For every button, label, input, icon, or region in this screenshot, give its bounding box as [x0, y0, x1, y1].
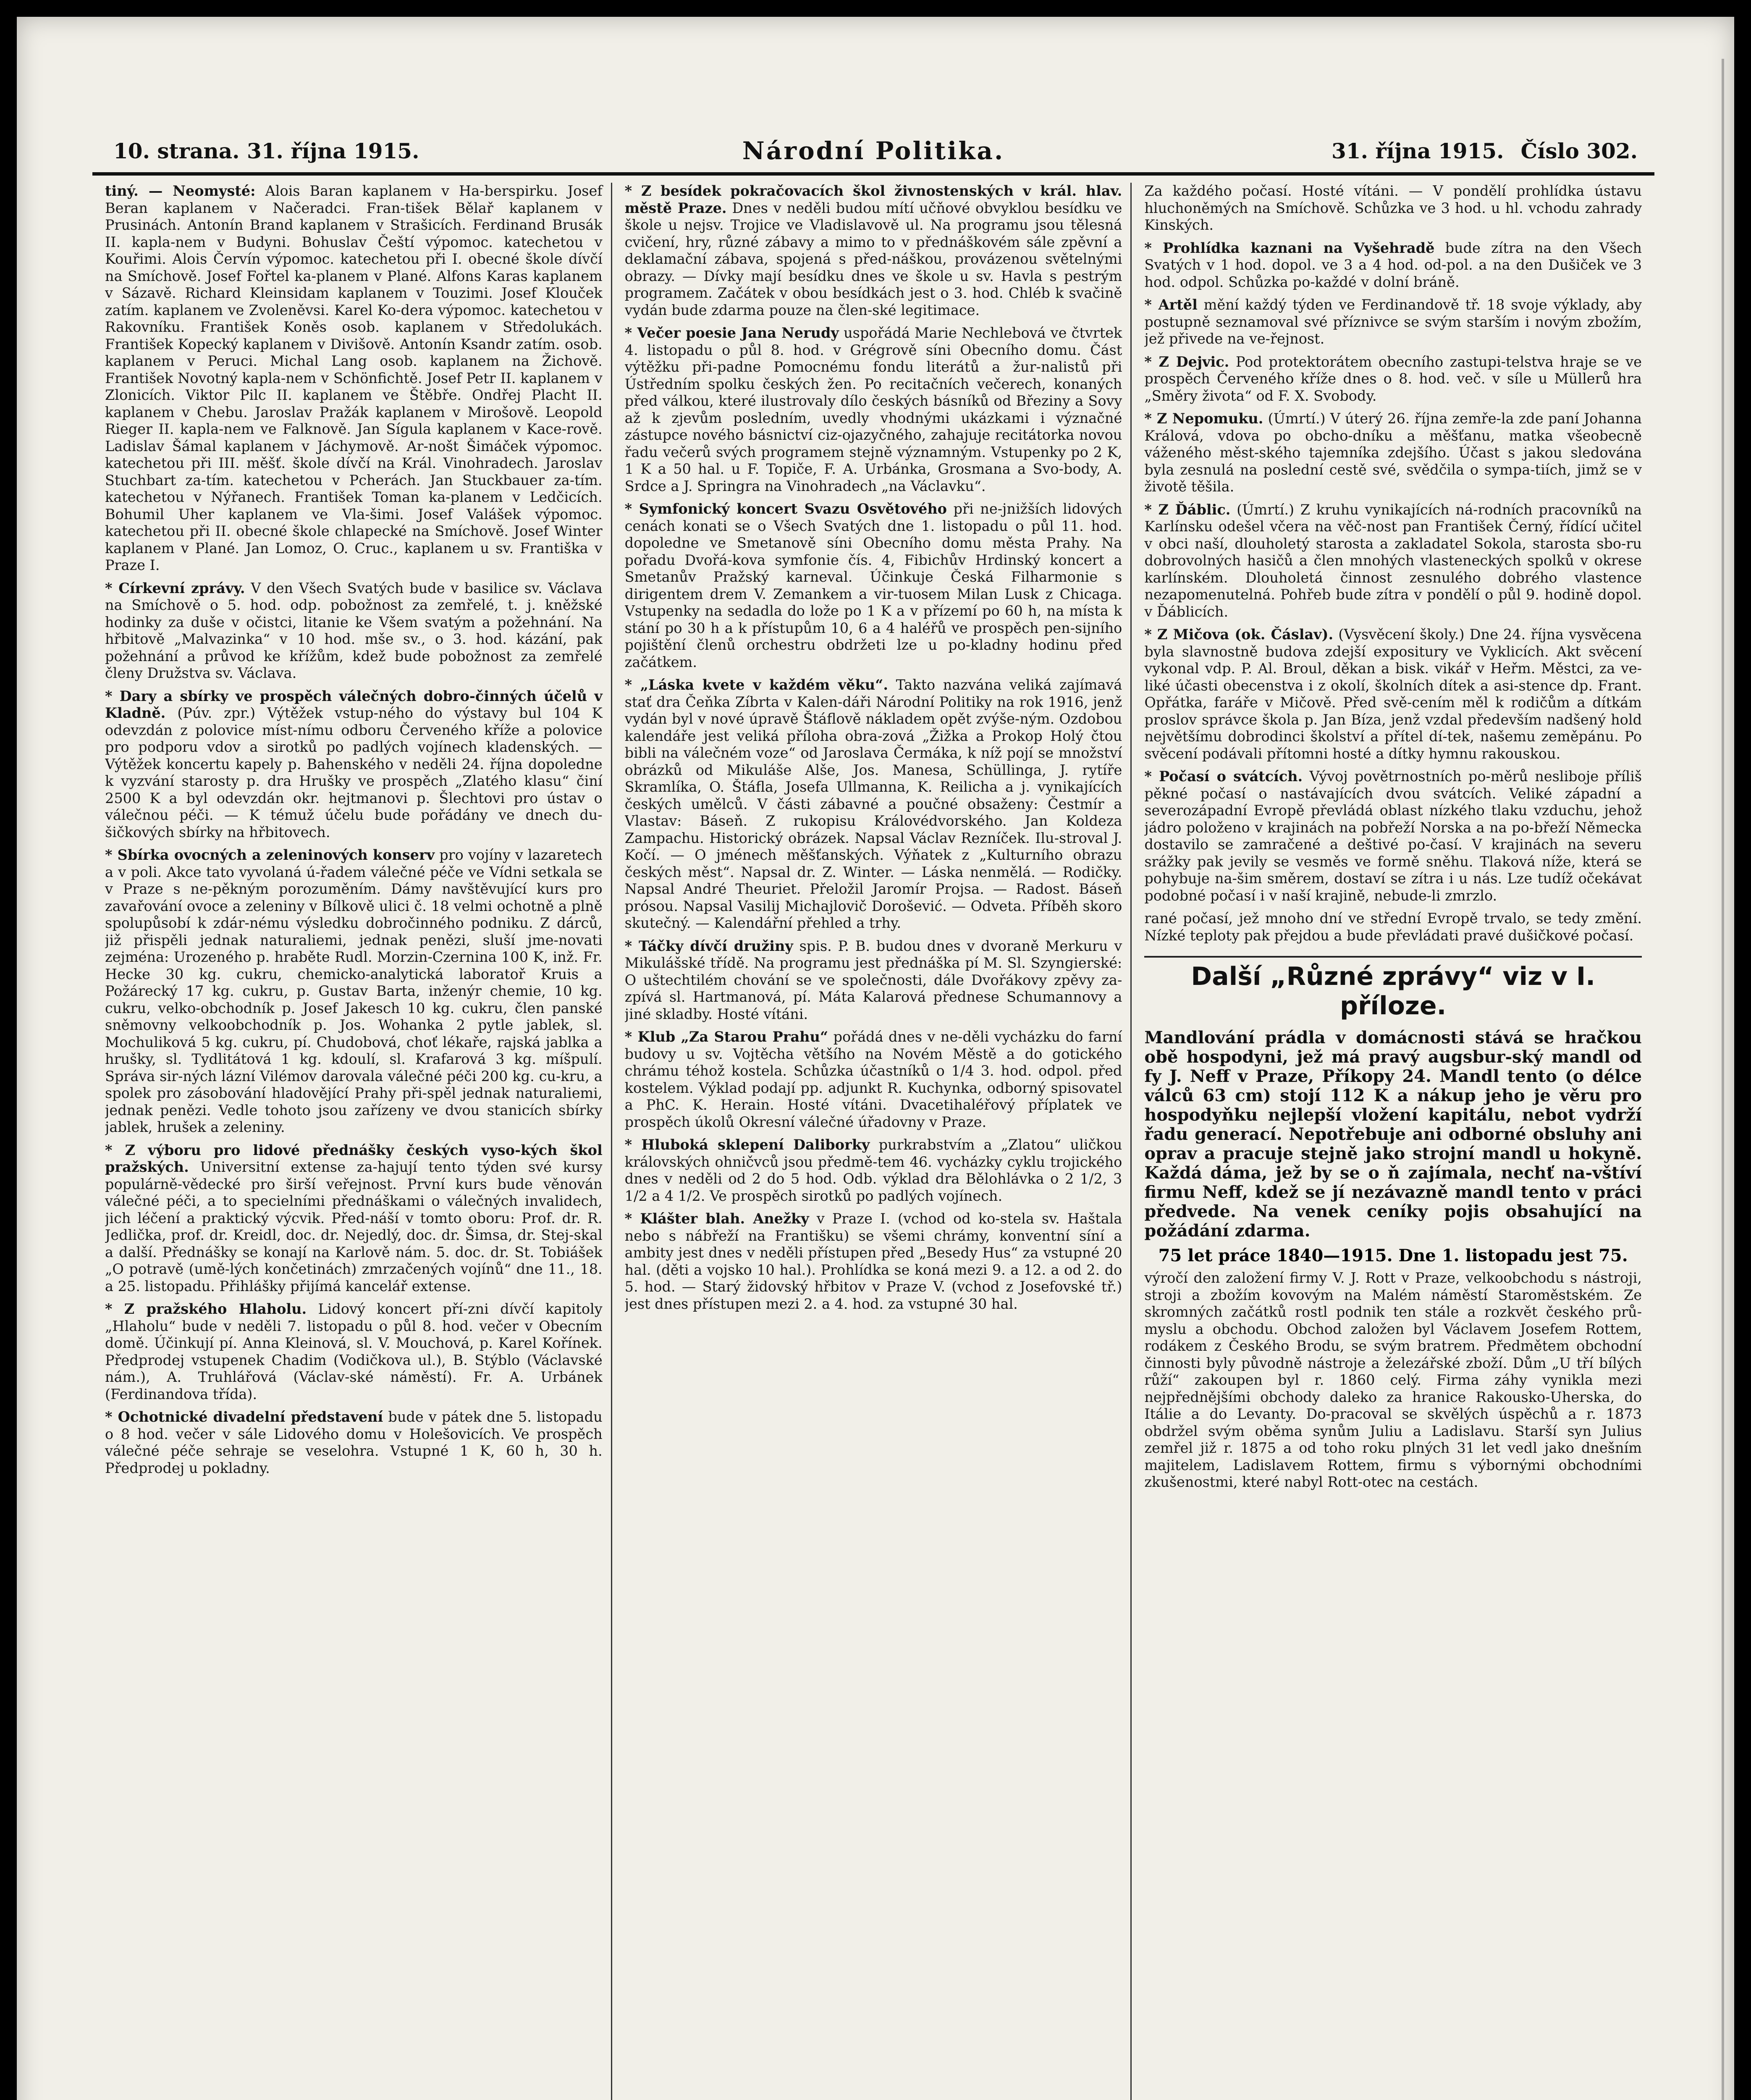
- news-item-text: výročí den založení firmy V. J. Rott v Praze, velkoobchodu s nástroji, stroji a zbožím kovovým na Malém náměstí Staroměstském. Ze skromných začátků rostl podnik ten stále a rozkvět českého prů-myslu a obchodu. Obchod založen byl Václavem Josefem Rottem, rodákem z Českého Brodu, se svým bratrem. Předmětem obchodní činnosti byly původně nástroje a železářské zboží. Dům „U tří bílých růží“ zakoupen byl r. 1860 celý. Firma záhy vynikla mezi nejpřednějšími obchody daleko za hranice Rakousko-Uherska, do Itálie a do Levanty. Do-pracoval se skvělých úspěchů a r. 1873 obdržel svým oběma synům Juliu a Ladislavu. Starší syn Julius zemřel již r. 1875 a od toho roku plných 31 let vedl jako dnešním majitelem, Ladislavem Rottem, firmu s výbornými obchodními zkušenostmi, které nabyl Rott-otec na cestách.: [1144, 1270, 1642, 1490]
- news-item-lead: * Dary a sbírky ve prospěch válečných dobro-činných účelů v Kladně.: [105, 688, 603, 721]
- issue-number: Číslo 302.: [1520, 139, 1638, 163]
- header-date: 31. října 1915.: [1331, 139, 1504, 163]
- news-item: [625, 677, 1122, 932]
- news-item-text: Za každého počasí. Hosté vítáni. — V pondělí prohlídka ústavu hluchoněmých na Smíchově. Schůzka ve 3 hod. u hl. vchodu zahrady Kinských.: [1144, 183, 1642, 233]
- news-item-text: bude v pátek dne 5. listopadu o 8 hod. večer v sále Lidového domu v Holešovicích. Ve prospěch válečné péče sehraje se veselohra. Vstupné 1 K, 60 h, 30 h. Předprodej u pokladny.: [105, 1409, 603, 1476]
- section-notice: Další „Různé zprávy“ viz v I. příloze.: [1144, 956, 1642, 1021]
- news-item: [1144, 768, 1642, 904]
- news-item-text: mění každý týden ve Ferdinandově tř. 18 svoje výklady, aby postupně seznamoval své příznivce se svým starším i novým zbožím, jež přivede na ve-řejnost.: [1144, 297, 1642, 347]
- news-item-text: Pod protektorátem obecního zastupi-telstva hraje se ve prospěch Červeného kříže dnes o 8. hod. več. v síle u Müllerů hra „Směry života“ od F. X. Svobody.: [1144, 353, 1642, 404]
- jubilee-heading: 75 let práce 1840—1915. Dne 1. listopadu jest 75.: [1158, 1246, 1628, 1265]
- news-item-lead: * Ochotnické divadelní představení: [105, 1409, 383, 1425]
- news-item-lead: * Z pražského Hlaholu.: [105, 1301, 307, 1317]
- news-item: [625, 1029, 1122, 1131]
- page-label: 10. strana. 31. října 1915.: [113, 139, 419, 163]
- news-item-lead: * „Láska kvete v každém věku“.: [624, 677, 888, 693]
- news-item-text: spis. P. B. budou dnes v dvoraně Merkuru v Mikulášské třídě. Na programu jest přednáška pí M. Sl. Szyngierské: O uštechtilém chování se ve společnosti, dále Dvořákovy zpěvy za-zpívá sl. Hartmanová, pí. Máta Kalarová přednese Schumannovy a jiné skladby. Hosté vítáni.: [624, 937, 1122, 1022]
- header-date-issue: [1332, 139, 1638, 163]
- news-item-lead: * Sbírka ovocných a zeleninových konserv: [105, 847, 435, 863]
- news-item-lead: * Z Dejvic.: [1144, 353, 1229, 370]
- news-item-lead: * Symfonický koncert Svazu Osvětového: [624, 501, 947, 517]
- news-item: [625, 183, 1122, 319]
- column-2: [625, 183, 1132, 2100]
- news-item-text: (Úmrtí.) V úterý 26. října zemře-la zde paní Johanna Králová, vdova po obcho-dníku a měšťanu, matka všeobecně váženého měst-ského tajemníka zdejšího. Účast s jakou sledována byla zesnulá na poslední cestě své, svědčila o sympa-tiích, jimž se v životě těšila.: [1144, 410, 1642, 495]
- news-item-lead: * Z besídek pokračovacích škol živnostenských v král. hlav. městě Praze.: [624, 183, 1122, 216]
- news-item-lead: Mandlování prádla v domácnosti stává se: [1144, 1028, 1554, 1047]
- news-item-text: uspořádá Marie Nechlebová ve čtvrtek 4. listopadu o půl 8. hod. v Grégrově síni Obecního domu. Část výtěžku při-padne Pomocnému fondu literátů a žur-nalistů při Ústředním spolku českých žen. Po recitačních večerech, konaných před válkou, které ilustrovaly dílo českých básníků od Březiny a Sovy až k zjevům posledním, uvedly vhodnými ukázkami i význačné zástupce nového básnictví ciz-ojazyčného, zahajuje recitátorka novou řadu večerů svých programem stejně významným. Vstupenky po 2 K, 1 K a 50 hal. u F. Topiče, F. A. Urbánka, Grosmana a Svo-body, A. Srdce a J. Springra na Vinohradech „na Václavku“.: [624, 325, 1122, 494]
- news-item: [105, 1142, 603, 1295]
- news-item: [625, 325, 1122, 495]
- news-item-text: Universitní extense za-hajují tento týden své kursy populárně-vědecké pro širší veřejnost. První kurs bude věnován válečné péči, a to specielními přednáškami o válečných invalidech, jich léčení a praktický výcvik. Před-náší v tomto oboru: Prof. dr. R. Jedlička, prof. dr. Kreidl, doc. dr. Nejedlý, doc. dr. Šimsa, dr. Stej-skal a další. Přednášky se konají na Karlově nám. 5. doc. dr. St. Tobiášek „O potravě (umě-lých končetinách) zmrzačených vojínů“ dne 11., 18. a 25. listopadu. Přihlášky přijímá kancelář extense.: [105, 1159, 603, 1294]
- news-item-lead: tiný. — Neomysté:: [105, 183, 256, 199]
- news-item-lead: * Z Nepomuku.: [1144, 410, 1263, 427]
- news-item-text: Vývoj povětrnostních po-měrů nesliboje příliš pěkné počasí o nastávajících dvou svátcích. Veliké západní a severozápadní Evropě převládá oblast nízkého tlaku vzduchu, jehož jádro položeno v krajinách na pobřeží Norska a na po-břeží Německa dostavilo se zamračené a deštivé po-časí. V krajinách na severu srážky pak jevily se vesměs ve formě sněhu. Tlaková níže, která se pohybuje na-šim směrem, dostaví se zítra i u nás. Lze tudíž očekávat podobné počasí i v naší krajině, nebude-li zmrzlo.: [1144, 768, 1642, 904]
- news-item: [105, 847, 603, 1136]
- page-header: [92, 136, 1654, 176]
- news-item-text: Takto nazvána veliká zajímavá stať dra Čeňka Zíbrta v Kalen-dáři Národní Politiky na rok 1916, jenž vydán byl v nové úpravě Štáflově nákladem opět zvýše-ným. Ozdobou kalendáře jest veliká příloha obra-zová „Žižka a Prokop Holý čtou bibli na válečném voze“ od Jaroslava Čermáka, k níž pojí se množství obrázků od Mikuláše Alše, Jos. Manesa, Schüllinga, J. rytíře Skramlíka, O. Štáfla, Josefa Ullmanna, K. Reilicha a j. vynikajících českých umělců. V části zábavné a poučné obsaženy: Čestmír a Vlastav: Báseň. Z rukopisu Královédvorského. Jan Koldeza Zampachu. Historický obrázek. Napsal Václav Rezníček. Ilu-stroval J. Kočí. — O jménech měšťanských. Výňatek z „Kulturního obrazu českých měst“. Napsal dr. Z. Winter. — Láska nenmělá. — Rodičky. Napsal André Theuriet. Přeložil Jaromír Projsa. — Radost. Báseň prósou. Napsal Vasilij Michajlovič Dorošević. — Odveta. Příběh skoro skutečný. — Kalendářní přehled a trhy.: [624, 677, 1122, 931]
- news-item-lead: * Klub „Za Starou Prahu“: [624, 1029, 828, 1045]
- news-item-text: rané počasí, jež mnoho dní ve střední Evropě trvalo, se tedy změní. Nízké teploty pak přejdou a bude převládati pravé dušičkové počasí.: [1144, 910, 1642, 944]
- news-item-lead: * Artěl: [1144, 297, 1198, 313]
- newspaper-page: [17, 17, 1734, 2100]
- news-item: [1144, 501, 1642, 621]
- news-item-lead: * Z výboru pro lidové přednášky českých vyso-kých škol pražských.: [105, 1142, 603, 1175]
- news-item: [105, 580, 603, 682]
- news-item-text: Lidový koncert pří-zni dívčí kapitoly „Hlaholu“ bude v neděli 7. listopadu o půl 8. hod. večer v Obecním domě. Účinkují pí. Anna Kleinová, sl. V. Mouchová, p. Karel Kořínek. Předprodej vstupenek Chadim (Vodičkova ul.), B. Stýblo (Václavské nám.), A. Truhlářová (Václav-ské náměstí). Fr. A. Urbánek (Ferdinandova třída).: [105, 1301, 603, 1402]
- news-item: [1144, 1270, 1642, 1491]
- news-item: [1144, 1028, 1642, 1241]
- news-item: [1144, 410, 1642, 496]
- news-item: [625, 1210, 1122, 1312]
- news-item: [105, 1301, 603, 1403]
- news-item-lead: * Večer poesie Jana Nerudy: [624, 325, 839, 341]
- page-edge-shadow: [1722, 59, 1724, 2100]
- news-item-text: bude zítra na den Všech Svatých v 1 hod. dopol. ve 3 a 4 hod. od-pol. a na den Dušiček ve 3 hod. odpol. Schůzka po-každé v dolní bráně.: [1144, 239, 1642, 290]
- news-item-lead: * Hluboká sklepení Daliborky: [624, 1137, 870, 1153]
- news-item-text: při ne-jnižších lidových cenách konati se o Všech Svatých dne 1. listopadu o půl 11. hod. dopoledne ve Smetanově síni Obecního domu města Prahy. Na pořadu Dvořá-kova symfonie čís. 4, Fibichův Hrdinský koncert a Smetanův Pražský karneval. Účinkuje Česká Filharmonie s dirigentem drem V. Zemankem a vir-tuosem Milan Lusk z Chicaga. Vstupenky na sedadla do lože po 1 K a v přízemí po 60 h, na místa k stání po 30 h a k přístupům 10, 6 a 4 haléřů ve prospěch pen-sijního pojištění členů orchestru obdržeti lze u po-kladny hodinu před začátkem.: [624, 501, 1122, 670]
- news-item-text: V den Všech Svatých bude v basilice sv. Václava na Smíchově o 5. hod. odp. pobožnost za zemřelé, t. j. kněžské hodinky za duše v očistci, litanie ke Všem svatým a požehnání. Na hřbitově „Malvazinka“ v 10 hod. mše sv., o 3. hod. kázání, pak požehnání a průvod ke křížům, kdež bude pobožnost za zemřelé členy Družstva sv. Václava.: [105, 580, 603, 681]
- news-item-text: (Púv. zpr.) Výtěžek vstup-ného do výstavy bul 104 K odevzdán z polovice míst-nímu odboru Červeného kříže a polovice pro podporu vdov a sirotků po padlých vojínech kladenských. — Výtěžek koncertu kapely p. Bahenského v neděli 24. října dopoledne k vyzvání starosty p. dra Hrušky ve prospěch „Zlatého klasu“ činí 2500 K a byl odevzdán okr. hejtmanovi p. Šlechtovi pro ústav o válečnou péči. — K témuž účelu bude pořádány ve dnech du-šičkových sbírky na hřbitovech.: [105, 705, 603, 840]
- news-item-lead: * Klášter blah. Anežky: [624, 1210, 809, 1227]
- news-item: [105, 688, 603, 841]
- news-item-lead: * Z Ďáblic.: [1144, 501, 1231, 518]
- news-item: [105, 1409, 603, 1477]
- news-item-text: Dnes v neděli budou mítí učňové obvyklou besídku ve škole u nejsv. Trojice ve Vladislavově ul. Na programu jsou tělesná cvičení, hry, různé zábavy a mimo to v přednáškovém sále zpěvní a deklamační zábava, spojená s před-náškou, provázenou světelnými obrazy. — Dívky mají besídku dnes ve škole u sv. Havla s pestrým programem. Začátek v obou besídkách jest o 3. hod. Chléb k svačině vydán bude zdarma pouze na člen-ské legitimace.: [624, 200, 1122, 318]
- news-item-text: hračkou obě hospodyni, jež má pravý augsbur-ský mandl od fy J. Neff v Praze, Příkopy 24. Mandl tento (o délce válců 63 cm) stojí 112 K a nákup jeho je věru pro hospodyňku nejlepší vložení kapitálu, nebot vydrží řadu generací. Nepotřebuje ani odborné obsluhy ani oprav a pracuje stejně jako strojní mandl u hokyně. Každá dáma, jež by se o ň zajímala, nechť na-vštíví firmu Neff, kdež se jí nezávazně mandl tento v práci předvede. Na venek ceníky pojis obsahující na požádání zdarma.: [1144, 1028, 1642, 1241]
- news-item: [1144, 626, 1642, 762]
- news-item: [625, 501, 1122, 671]
- news-item-lead: * Táčky dívčí družiny: [624, 937, 793, 954]
- news-item-text: pro vojíny v lazaretech a v poli. Akce tato vyvolaná ú-řadem válečné péče ve Vídni setkala se v Praze s ne-pěkným porozuměním. Dámy navštěvující kurs pro zavařování ovoce a zeleniny v Bílkově ulici č. 18 velmi ochotně a plně spolupůsobí k zdár-nému výsledku dobročinného podniku. Z dárců, již přispěli jednak naturaliemi, jednak penězi, sluší jme-novati zejména: Urozeného p. hraběte Rudl. Morzin-Czernina 100 K, inž. Fr. Hecke 30 kg. cukru, chemicko-analytická laboratoř Kruis a Požárecký 17 kg. cukru, p. Gustav Barta, inženýr chemie, 10 kg. cukru, velko-obchodník p. Josef Jakesch 10 kg. cukru, člen panské sněmovny velkoobchodník p. Jos. Wohanka 2 pytle jablek, sl. Mochuliková 5 kg. cukru, pí. Chudobová, choť lékaře, rajská jablka a hrušky, sl. Tydlitátová 1 kg. kdoulí, sl. Krafarová 3 kg. míšpulí. Správa sir-ných lázní Vilémov darovala válečné péči 200 kg. cu-kru, a spolek pro zásobování hladovějící Prahy při-spěl jednak naturaliemi, jednak penězi. Vedle tohoto jsou zařízeny ve dvou stanicích sbírky jablek, hrušek a zeleniny.: [105, 847, 603, 1135]
- news-item: [625, 938, 1122, 1023]
- column-3: [1144, 183, 1650, 2100]
- news-item-lead: * Církevní zprávy.: [105, 580, 245, 596]
- news-item: [1144, 240, 1642, 291]
- news-item: [1144, 183, 1642, 234]
- news-item-text: purkrabstvím a „Zlatou“ uličkou královských ohničvců jsou předmě-tem 46. vycházky cyklu trojického dnes v neděli od 2 do 5 hod. Odb. výklad dra Bělohlávka o 2 1/2, 3 1/2 a 4 1/2. Ve prospěch sirotků po padlých vojínech.: [624, 1137, 1122, 1204]
- masthead: Národní Politika.: [742, 136, 1005, 165]
- news-item-text: v Praze I. (vchod od ko-stela sv. Haštala nebo s nábřeží na Františku) se všemi chrámy, konventní síní a ambity jest dnes v neděli přístupen před „Besedy Hus“ za vstupné 20 hal. (děti a vojsko 10 hal.). Prohlídka se koná mezi 9. a 12. a od 2. do 5. hod. — Starý židovský hřbitov v Praze V. (vchod z Josefovské tř.) jest dnes přístupen mezi 2. a 4. hod. za vstupné 30 hal.: [624, 1210, 1122, 1312]
- news-item: [1144, 297, 1642, 348]
- news-item-lead: * Počasí o svátcích.: [1144, 768, 1303, 785]
- news-item-text: Alois Baran kaplanem v Ha-berspirku. Josef Beran kaplanem v Načeradci. Fran-tišek Bělař kaplanem v Prusinách. Antonín Brand kaplanem v Strašicích. Ferdinand Brusák II. kapla-nem v Budyni. Bohuslav Čeští výpomoc. katechetou v Kouřimi. Alois Červín výpomoc. katechetou při I. obecné škole dívčí na Smíchově. Josef Fořtel ka-planem v Plané. Alfons Karas kaplanem v Sázavě. Richard Kleinsidam kaplanem v Touzimi. Josef Klouček zatím. kaplanem ve Zvoleněvsi. Karel Ko-dera výpomoc. katechetou v Rakovníku. František Koněs osob. kaplanem v Středolukách. František Kopecký kaplanem v Divišově. Antonín Ksandr zatím. osob. kaplanem v Peruci. Michal Lang osob. kaplanem na Žichově. František Novotný kapla-nem v Schönfichtě. Josef Petr II. kaplanem v Zlonicích. Viktor Pilc II. kaplanem ve Štěbře. Ondřej Placht II. kaplanem v Chebu. Jaroslav Pražák kaplanem v Mirošově. Leopold Rieger II. kapla-nem ve Falknově. Jan Sígula kaplanem v Kace-rově. Ladislav Šámal kaplanem v Jáchymově. Ar-nošt Šimáček výpomoc. katechetou při III. měšť. škole dívčí na Král. Vinohradech. Jaroslav Stuchbart za-tím. katechetou v Pcherách. Jan Stuckbauer za-tím. katechetou v Nýřanech. František Toman ka-planem v Ledčicích. Bohumil Uher kaplanem ve Vla-šimi. Josef Valášek výpomoc. katechetou při II. obecné škole chlapecké na Smíchově. Josef Winter kaplanem v Plané. Jan Lomoz, O. Cruc., kaplanem u sv. Františka v Praze I.: [105, 183, 603, 573]
- article-columns: [105, 183, 1650, 2100]
- news-item-text: (Vysvěcení školy.) Dne 24. října vysvěcena byla slavnostně budova zdejší expositury ve Vyklicích. Akt svěcení vykonal vdp. P. Al. Broul, děkan a bisk. vikář v Heřm. Městci, za ve-liké účasti obecenstva i z okolí, školních dítek a asi-stence dp. Frant. Opřátka, faráře v Mičově. Před svě-cením měl k rodičům a dítkám proslov správce škola p. Jan Bíza, jenž vzdal především nadšený hold největšímu dobrodinci školství a přítel dí-tek, našemu zeměpánu. Po svěcení podávali přítomni hosté a dítky hymnu rakouskou.: [1144, 626, 1642, 762]
- news-item: [625, 1137, 1122, 1205]
- column-1: [105, 183, 612, 2100]
- news-item: [1144, 354, 1642, 405]
- news-item-lead: * Prohlídka kaznani na Vyšehradě: [1144, 239, 1435, 256]
- news-item-lead: * Z Mičova (ok. Čáslav).: [1144, 626, 1334, 643]
- news-item: [105, 183, 603, 574]
- news-item: [1144, 910, 1642, 944]
- news-item-text: (Úmrtí.) Z kruhu vynikajících ná-rodních pracovníků na Karlínsku odešel včera na věč-nost pan František Černý, řídící učitel v obci naší, dlouholetý starosta a zakladatel Sokola, starosta sbo-ru dobrovolných hasičů a člen mnohých vlasteneckých spolků v okrese karlínském. Dlouholetá činnost zesnulého dobrého vlastence nezapomenutelná. Pohřeb bude zítra v pondělí o půl 9. hodině dopol. v Ďáblicích.: [1144, 501, 1642, 620]
- news-item-text: pořádá dnes v ne-děli vycházku do farní budovy u sv. Vojtěcha většího na Novém Městě a do gotického chrámu téhož kostela. Schůzka účastníků o 1/4 3. hod. odpol. před kostelem. Výklad podají pp. adjunkt R. Kuchynka, odborný spisovatel a PhC. K. Herain. Hosté vítáni. Dvacetihaléřový příplatek ve prospěch úkolů Okresní válečné úřadovny v Praze.: [624, 1029, 1122, 1130]
